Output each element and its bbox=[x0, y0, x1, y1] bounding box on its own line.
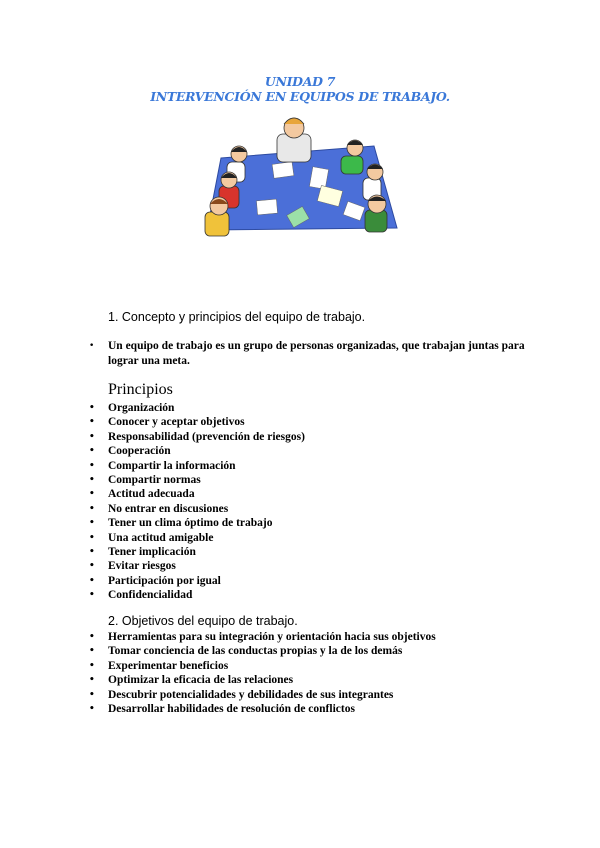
principio-item bbox=[0, 516, 600, 530]
objetivo-item-label: Herramientas para su integración y orientación hacia sus objetivos bbox=[108, 631, 436, 643]
bullet-point: • bbox=[89, 646, 95, 657]
bullet-point: • bbox=[89, 575, 95, 586]
principio-item-label: Una actitud amigable bbox=[108, 531, 214, 544]
unit-title: UNIDAD 7 bbox=[264, 74, 336, 89]
bullet-point: • bbox=[89, 417, 95, 428]
principio-item-label: Participación por igual bbox=[108, 574, 221, 587]
principio-item-label: Confidencialidad bbox=[108, 589, 193, 602]
principio-item-label: Compartir normas bbox=[108, 473, 201, 486]
objetivo-item-label: Desarrollar habilidades de resolución de conflictos bbox=[108, 702, 355, 715]
bullet-point: • bbox=[89, 446, 95, 457]
bullet-point: • bbox=[89, 532, 95, 543]
principio-item bbox=[0, 559, 600, 573]
principio-item-label: Evitar riesgos bbox=[108, 560, 176, 573]
bullet-point: • bbox=[89, 474, 95, 485]
objetivo-item-label: Descubrir potencialidades y debilidades de sus integrantes bbox=[108, 688, 394, 701]
principio-item-label: Responsabilidad (prevención de riesgos) bbox=[108, 430, 305, 443]
bullet-point: • bbox=[89, 403, 95, 413]
principio-item-label: Cooperación bbox=[108, 445, 171, 458]
principio-item-label: Compartir la información bbox=[108, 459, 236, 472]
principio-item bbox=[0, 531, 600, 545]
bullet-point: • bbox=[89, 632, 95, 642]
principio-item bbox=[0, 545, 600, 559]
objetivo-item-label: Tomar conciencia de las conductas propias y la de los demás bbox=[108, 645, 403, 658]
team-meeting-illustration bbox=[199, 108, 401, 242]
principio-item-label: Tener un clima óptimo de trabajo bbox=[108, 517, 273, 530]
bullet-point: • bbox=[89, 489, 95, 500]
objetivos-list bbox=[0, 630, 600, 716]
bullet-point: • bbox=[89, 431, 95, 442]
principios-list bbox=[0, 401, 600, 602]
objetivo-item bbox=[0, 688, 600, 702]
principio-item-label: Tener implicación bbox=[108, 545, 196, 558]
bullet-point: • bbox=[89, 518, 95, 529]
principio-item-label: Conocer y aceptar objetivos bbox=[108, 416, 245, 429]
principio-item bbox=[0, 415, 600, 429]
principio-item bbox=[0, 574, 600, 588]
section2-heading: 2. Objetivos del equipo de trabajo. bbox=[108, 614, 298, 628]
bullet-point: • bbox=[89, 546, 95, 557]
intro-paragraph: Un equipo de trabajo es un grupo de personas organizadas, que trabajan juntas para lograr una meta. bbox=[108, 340, 525, 367]
bullet-point: • bbox=[89, 503, 95, 514]
bullet-point: • bbox=[89, 675, 95, 686]
unit-subtitle: INTERVENCIÓN EN EQUIPOS DE TRABAJO. bbox=[150, 89, 450, 104]
principio-item-label: No entrar en discusiones bbox=[108, 502, 229, 515]
intro-bullet: • bbox=[89, 341, 95, 351]
principio-item bbox=[0, 487, 600, 501]
principio-item bbox=[0, 444, 600, 458]
principio-item bbox=[0, 588, 600, 602]
principio-item-label: Actitud adecuada bbox=[108, 488, 195, 501]
bullet-point: • bbox=[89, 590, 95, 601]
principios-heading: Principios bbox=[108, 381, 173, 398]
principio-item bbox=[0, 473, 600, 487]
principio-item bbox=[0, 502, 600, 516]
principio-item-label: Organización bbox=[108, 402, 175, 414]
bullet-point: • bbox=[89, 460, 95, 471]
principio-item bbox=[0, 401, 600, 415]
bullet-point: • bbox=[89, 689, 95, 700]
bullet-point: • bbox=[89, 660, 95, 671]
objetivo-item-label: Optimizar la eficacia de las relaciones bbox=[108, 674, 294, 687]
principio-item bbox=[0, 430, 600, 444]
section1-heading: 1. Concepto y principios del equipo de trabajo. bbox=[108, 310, 366, 324]
principio-item bbox=[0, 459, 600, 473]
objetivo-item-label: Experimentar beneficios bbox=[108, 659, 229, 672]
objetivo-item bbox=[0, 644, 600, 658]
objetivo-item bbox=[0, 702, 600, 716]
objetivo-item bbox=[0, 659, 600, 673]
objetivo-item bbox=[0, 630, 600, 644]
objetivo-item bbox=[0, 673, 600, 687]
bullet-point: • bbox=[89, 703, 95, 714]
bullet-point: • bbox=[89, 561, 95, 572]
